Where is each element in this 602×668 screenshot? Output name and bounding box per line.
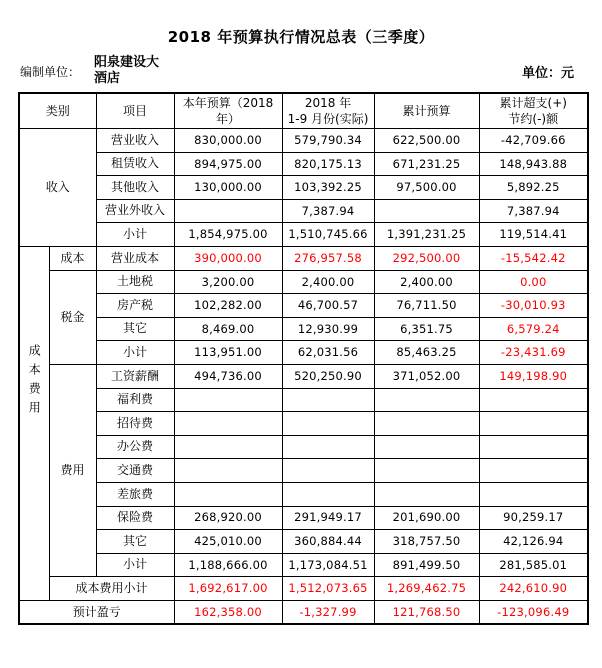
value-cell: 1,692,617.00 <box>174 577 282 601</box>
value-cell <box>282 412 374 436</box>
value-cell: 90,259.17 <box>479 506 588 530</box>
header-over-save-line1: 累计超支(+) <box>499 95 567 110</box>
value-cell: 276,957.58 <box>282 246 374 270</box>
table-row <box>19 364 588 388</box>
table-row <box>19 577 588 601</box>
header-row <box>19 93 588 129</box>
table-row <box>19 412 588 436</box>
value-cell: 292,500.00 <box>374 246 479 270</box>
header-actual-line1: 2018 年 <box>304 95 352 110</box>
table-row <box>19 176 588 200</box>
table-row <box>19 129 588 153</box>
value-cell <box>174 388 282 412</box>
value-cell: 6,579.24 <box>479 317 588 341</box>
header-cell-actual <box>282 93 374 129</box>
table-row <box>19 506 588 530</box>
value-cell: -30,010.93 <box>479 294 588 318</box>
value-cell: 371,052.00 <box>374 364 479 388</box>
subcategory-cell-cost: 成本 <box>49 246 96 270</box>
value-cell: 119,514.41 <box>479 223 588 247</box>
value-cell <box>479 459 588 483</box>
item-label-cell: 营业外收入 <box>96 199 174 223</box>
item-label-cell: 交通费 <box>96 459 174 483</box>
value-cell: 62,031.56 <box>282 341 374 365</box>
value-cell: 242,610.90 <box>479 577 588 601</box>
value-cell: 103,392.25 <box>282 176 374 200</box>
value-cell <box>282 482 374 506</box>
value-cell: 113,951.00 <box>174 341 282 365</box>
value-cell <box>282 388 374 412</box>
value-cell: 1,854,975.00 <box>174 223 282 247</box>
value-cell: 8,469.00 <box>174 317 282 341</box>
value-cell: 579,790.34 <box>282 129 374 153</box>
value-cell: 97,500.00 <box>374 176 479 200</box>
value-cell: 76,711.50 <box>374 294 479 318</box>
item-label-cell: 其它 <box>96 317 174 341</box>
item-label-cell: 其他收入 <box>96 176 174 200</box>
subtotal-label-cell: 成本费用小计 <box>49 577 174 601</box>
value-cell: 1,512,073.65 <box>282 577 374 601</box>
header-cell-annual-budget: 本年预算（2018 年） <box>174 93 282 129</box>
item-label-cell: 营业收入 <box>96 129 174 153</box>
value-cell: 1,391,231.25 <box>374 223 479 247</box>
item-label-cell: 办公费 <box>96 435 174 459</box>
subcategory-cell-tax: 税金 <box>49 270 96 364</box>
value-cell: 46,700.57 <box>282 294 374 318</box>
value-cell: 2,400.00 <box>282 270 374 294</box>
value-cell: 281,585.01 <box>479 553 588 577</box>
value-cell: -42,709.66 <box>479 129 588 153</box>
meta-row <box>20 53 574 89</box>
value-cell: 149,198.90 <box>479 364 588 388</box>
header-cell-over-save <box>479 93 588 129</box>
table-row <box>19 152 588 176</box>
value-cell <box>374 482 479 506</box>
table-row <box>19 435 588 459</box>
subcategory-cell-expense: 费用 <box>49 364 96 576</box>
value-cell <box>374 459 479 483</box>
value-cell: 148,943.88 <box>479 152 588 176</box>
value-cell <box>174 459 282 483</box>
value-cell: 2,400.00 <box>374 270 479 294</box>
value-cell <box>374 388 479 412</box>
page-title: 2018 年预算执行情况总表（三季度） <box>167 28 435 46</box>
table-row <box>19 294 588 318</box>
value-cell: 318,757.50 <box>374 530 479 554</box>
value-cell: 622,500.00 <box>374 129 479 153</box>
value-cell <box>174 412 282 436</box>
value-cell: 1,173,084.51 <box>282 553 374 577</box>
value-cell: 360,884.44 <box>282 530 374 554</box>
unit-label: 单位：元 <box>521 65 574 81</box>
value-cell: 0.00 <box>479 270 588 294</box>
value-cell: -1,327.99 <box>282 600 374 624</box>
value-cell: 42,126.94 <box>479 530 588 554</box>
value-cell <box>174 199 282 223</box>
value-cell: 891,499.50 <box>374 553 479 577</box>
value-cell <box>374 412 479 436</box>
header-cell-item: 项目 <box>96 93 174 129</box>
value-cell: 494,736.00 <box>174 364 282 388</box>
table-row <box>19 317 588 341</box>
table-row <box>19 199 588 223</box>
value-cell: 7,387.94 <box>479 199 588 223</box>
value-cell: 7,387.94 <box>282 199 374 223</box>
value-cell: 291,949.17 <box>282 506 374 530</box>
value-cell: 425,010.00 <box>174 530 282 554</box>
item-label-cell: 营业成本 <box>96 246 174 270</box>
table-row <box>19 223 588 247</box>
prepared-by-label: 编制单位： <box>20 64 81 79</box>
budget-table <box>18 92 589 625</box>
value-cell: 102,282.00 <box>174 294 282 318</box>
table-row <box>19 388 588 412</box>
table-row <box>19 270 588 294</box>
value-cell: 201,690.00 <box>374 506 479 530</box>
profit-loss-label-cell: 预计盈亏 <box>19 600 174 624</box>
header-actual-line2: 1-9 月份(实际) <box>287 112 369 126</box>
value-cell: 1,188,666.00 <box>174 553 282 577</box>
value-cell: 820,175.13 <box>282 152 374 176</box>
value-cell: 6,351.75 <box>374 317 479 341</box>
value-cell: 162,358.00 <box>174 600 282 624</box>
value-cell <box>374 435 479 459</box>
item-label-cell: 差旅费 <box>96 482 174 506</box>
item-label-cell: 工资薪酬 <box>96 364 174 388</box>
value-cell: 390,000.00 <box>174 246 282 270</box>
header-over-save-line2: 节约(-)额 <box>508 112 559 126</box>
value-cell: 268,920.00 <box>174 506 282 530</box>
value-cell: 85,463.25 <box>374 341 479 365</box>
value-cell: -15,542.42 <box>479 246 588 270</box>
value-cell: 1,510,745.66 <box>282 223 374 247</box>
value-cell <box>174 435 282 459</box>
value-cell: 830,000.00 <box>174 129 282 153</box>
prepared-by-value: 阳泉建设大酒店 <box>94 54 160 86</box>
item-label-cell: 其它 <box>96 530 174 554</box>
header-cell-cumulative-budget: 累计预算 <box>374 93 479 129</box>
table-row <box>19 553 588 577</box>
value-cell <box>479 482 588 506</box>
table-row <box>19 482 588 506</box>
item-label-cell: 租赁收入 <box>96 152 174 176</box>
table-row <box>19 341 588 365</box>
item-label-cell: 土地税 <box>96 270 174 294</box>
value-cell: -123,096.49 <box>479 600 588 624</box>
category-cell-cost-expense <box>19 246 49 600</box>
value-cell <box>479 388 588 412</box>
value-cell <box>282 435 374 459</box>
table-row <box>19 246 588 270</box>
value-cell: 671,231.25 <box>374 152 479 176</box>
table-row <box>19 530 588 554</box>
value-cell: 12,930.99 <box>282 317 374 341</box>
value-cell: 3,200.00 <box>174 270 282 294</box>
value-cell <box>479 435 588 459</box>
item-label-cell: 小计 <box>96 223 174 247</box>
category-cell-income: 收入 <box>19 129 96 247</box>
value-cell <box>174 482 282 506</box>
value-cell <box>282 459 374 483</box>
header-cell-category: 类别 <box>19 93 96 129</box>
item-label-cell: 房产税 <box>96 294 174 318</box>
table-row <box>19 459 588 483</box>
item-label-cell: 小计 <box>96 341 174 365</box>
value-cell: 520,250.90 <box>282 364 374 388</box>
item-label-cell: 招待费 <box>96 412 174 436</box>
value-cell: 5,892.25 <box>479 176 588 200</box>
value-cell: -23,431.69 <box>479 341 588 365</box>
category-vertical-label: 成本费用 <box>27 343 42 420</box>
value-cell: 1,269,462.75 <box>374 577 479 601</box>
value-cell: 121,768.50 <box>374 600 479 624</box>
value-cell: 130,000.00 <box>174 176 282 200</box>
table-row <box>19 600 588 624</box>
item-label-cell: 小计 <box>96 553 174 577</box>
value-cell: 894,975.00 <box>174 152 282 176</box>
item-label-cell: 福利费 <box>96 388 174 412</box>
value-cell <box>479 412 588 436</box>
value-cell <box>374 199 479 223</box>
item-label-cell: 保险费 <box>96 506 174 530</box>
